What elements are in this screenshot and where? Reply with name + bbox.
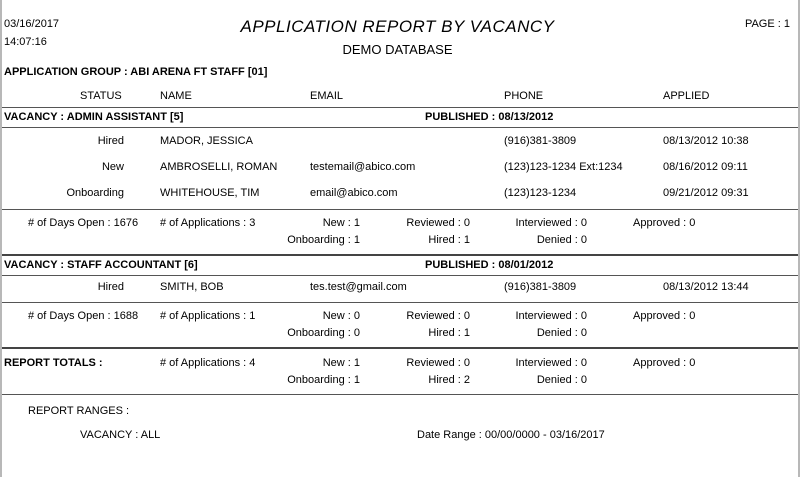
row-email: testemail@abico.com [310, 161, 416, 173]
row-name: AMBROSELLI, ROMAN [160, 161, 278, 173]
row-status: New [101, 161, 124, 173]
totals-onboarding: Onboarding : 1 [287, 374, 360, 386]
col-applied: APPLIED [663, 90, 710, 102]
summary-days-open: # of Days Open : 1688 [28, 310, 139, 322]
row-applied: 08/16/2012 09:11 [663, 161, 748, 173]
row-phone: (123)123-1234 [504, 187, 577, 199]
divider [2, 394, 798, 395]
summary-new: New : 0 [322, 310, 360, 322]
totals-approved: Approved : 0 [633, 357, 696, 369]
row-email: tes.test@gmail.com [310, 281, 407, 293]
summary-approved: Approved : 0 [633, 217, 696, 229]
summary-denied: Denied : 0 [536, 234, 587, 246]
divider [2, 254, 798, 256]
totals-reviewed: Reviewed : 0 [406, 357, 470, 369]
totals-new: New : 1 [322, 357, 360, 369]
totals-label: REPORT TOTALS : [4, 357, 103, 369]
row-status: Hired [97, 135, 124, 147]
row-name: SMITH, BOB [160, 281, 224, 293]
ranges-label: REPORT RANGES : [28, 405, 130, 417]
summary-onboarding: Onboarding : 0 [287, 327, 360, 339]
summary-hired: Hired : 1 [428, 234, 470, 246]
summary-reviewed: Reviewed : 0 [406, 310, 470, 322]
row-applied: 08/13/2012 10:38 [663, 135, 749, 147]
summary-interviewed: Interviewed : 0 [515, 310, 587, 322]
col-status: STATUS [80, 90, 122, 102]
row-applied: 09/21/2012 09:31 [663, 187, 749, 199]
summary-onboarding: Onboarding : 1 [287, 234, 360, 246]
report-date: 03/16/2017 [4, 18, 60, 30]
totals-denied: Denied : 0 [536, 374, 587, 386]
divider [2, 127, 798, 128]
page-number: PAGE : 1 [744, 18, 790, 30]
totals-hired: Hired : 2 [428, 374, 470, 386]
totals-interviewed: Interviewed : 0 [515, 357, 587, 369]
summary-approved: Approved : 0 [633, 310, 696, 322]
row-applied: 08/13/2012 13:44 [663, 281, 749, 293]
divider [2, 275, 798, 276]
vacancy-title: VACANCY : ADMIN ASSISTANT [5] [4, 111, 184, 123]
report-time: 14:07:16 [4, 36, 47, 48]
summary-hired: Hired : 1 [428, 327, 470, 339]
col-email: EMAIL [310, 90, 344, 102]
report-subtitle: DEMO DATABASE [342, 42, 453, 57]
row-phone: (123)123-1234 Ext:1234 [504, 161, 623, 173]
vacancy-published: PUBLISHED : 08/01/2012 [425, 259, 554, 271]
row-email: email@abico.com [310, 187, 398, 199]
col-name: NAME [160, 90, 192, 102]
summary-days-open: # of Days Open : 1676 [28, 217, 139, 229]
summary-reviewed: Reviewed : 0 [406, 217, 470, 229]
summary-denied: Denied : 0 [536, 327, 587, 339]
divider [2, 302, 798, 303]
vacancy-title: VACANCY : STAFF ACCOUNTANT [6] [4, 259, 198, 271]
summary-applications: # of Applications : 1 [160, 310, 256, 322]
divider [2, 209, 798, 210]
divider [2, 347, 798, 349]
left-border [0, 0, 2, 477]
divider [2, 107, 798, 108]
summary-applications: # of Applications : 3 [160, 217, 256, 229]
application-group: APPLICATION GROUP : ABI ARENA FT STAFF [01] [4, 66, 268, 78]
col-phone: PHONE [504, 90, 544, 102]
row-status: Onboarding [66, 187, 124, 199]
totals-applications: # of Applications : 4 [160, 357, 256, 369]
summary-new: New : 1 [322, 217, 360, 229]
row-name: WHITEHOUSE, TIM [160, 187, 260, 199]
ranges-vacancy: VACANCY : ALL [80, 429, 161, 441]
summary-interviewed: Interviewed : 0 [515, 217, 587, 229]
ranges-date: Date Range : 00/00/0000 - 03/16/2017 [417, 429, 605, 441]
report-title: APPLICATION REPORT BY VACANCY [240, 17, 555, 36]
row-status: Hired [97, 281, 124, 293]
row-phone: (916)381-3809 [504, 281, 577, 293]
row-name: MADOR, JESSICA [160, 135, 253, 147]
row-phone: (916)381-3809 [504, 135, 577, 147]
vacancy-published: PUBLISHED : 08/13/2012 [425, 111, 554, 123]
